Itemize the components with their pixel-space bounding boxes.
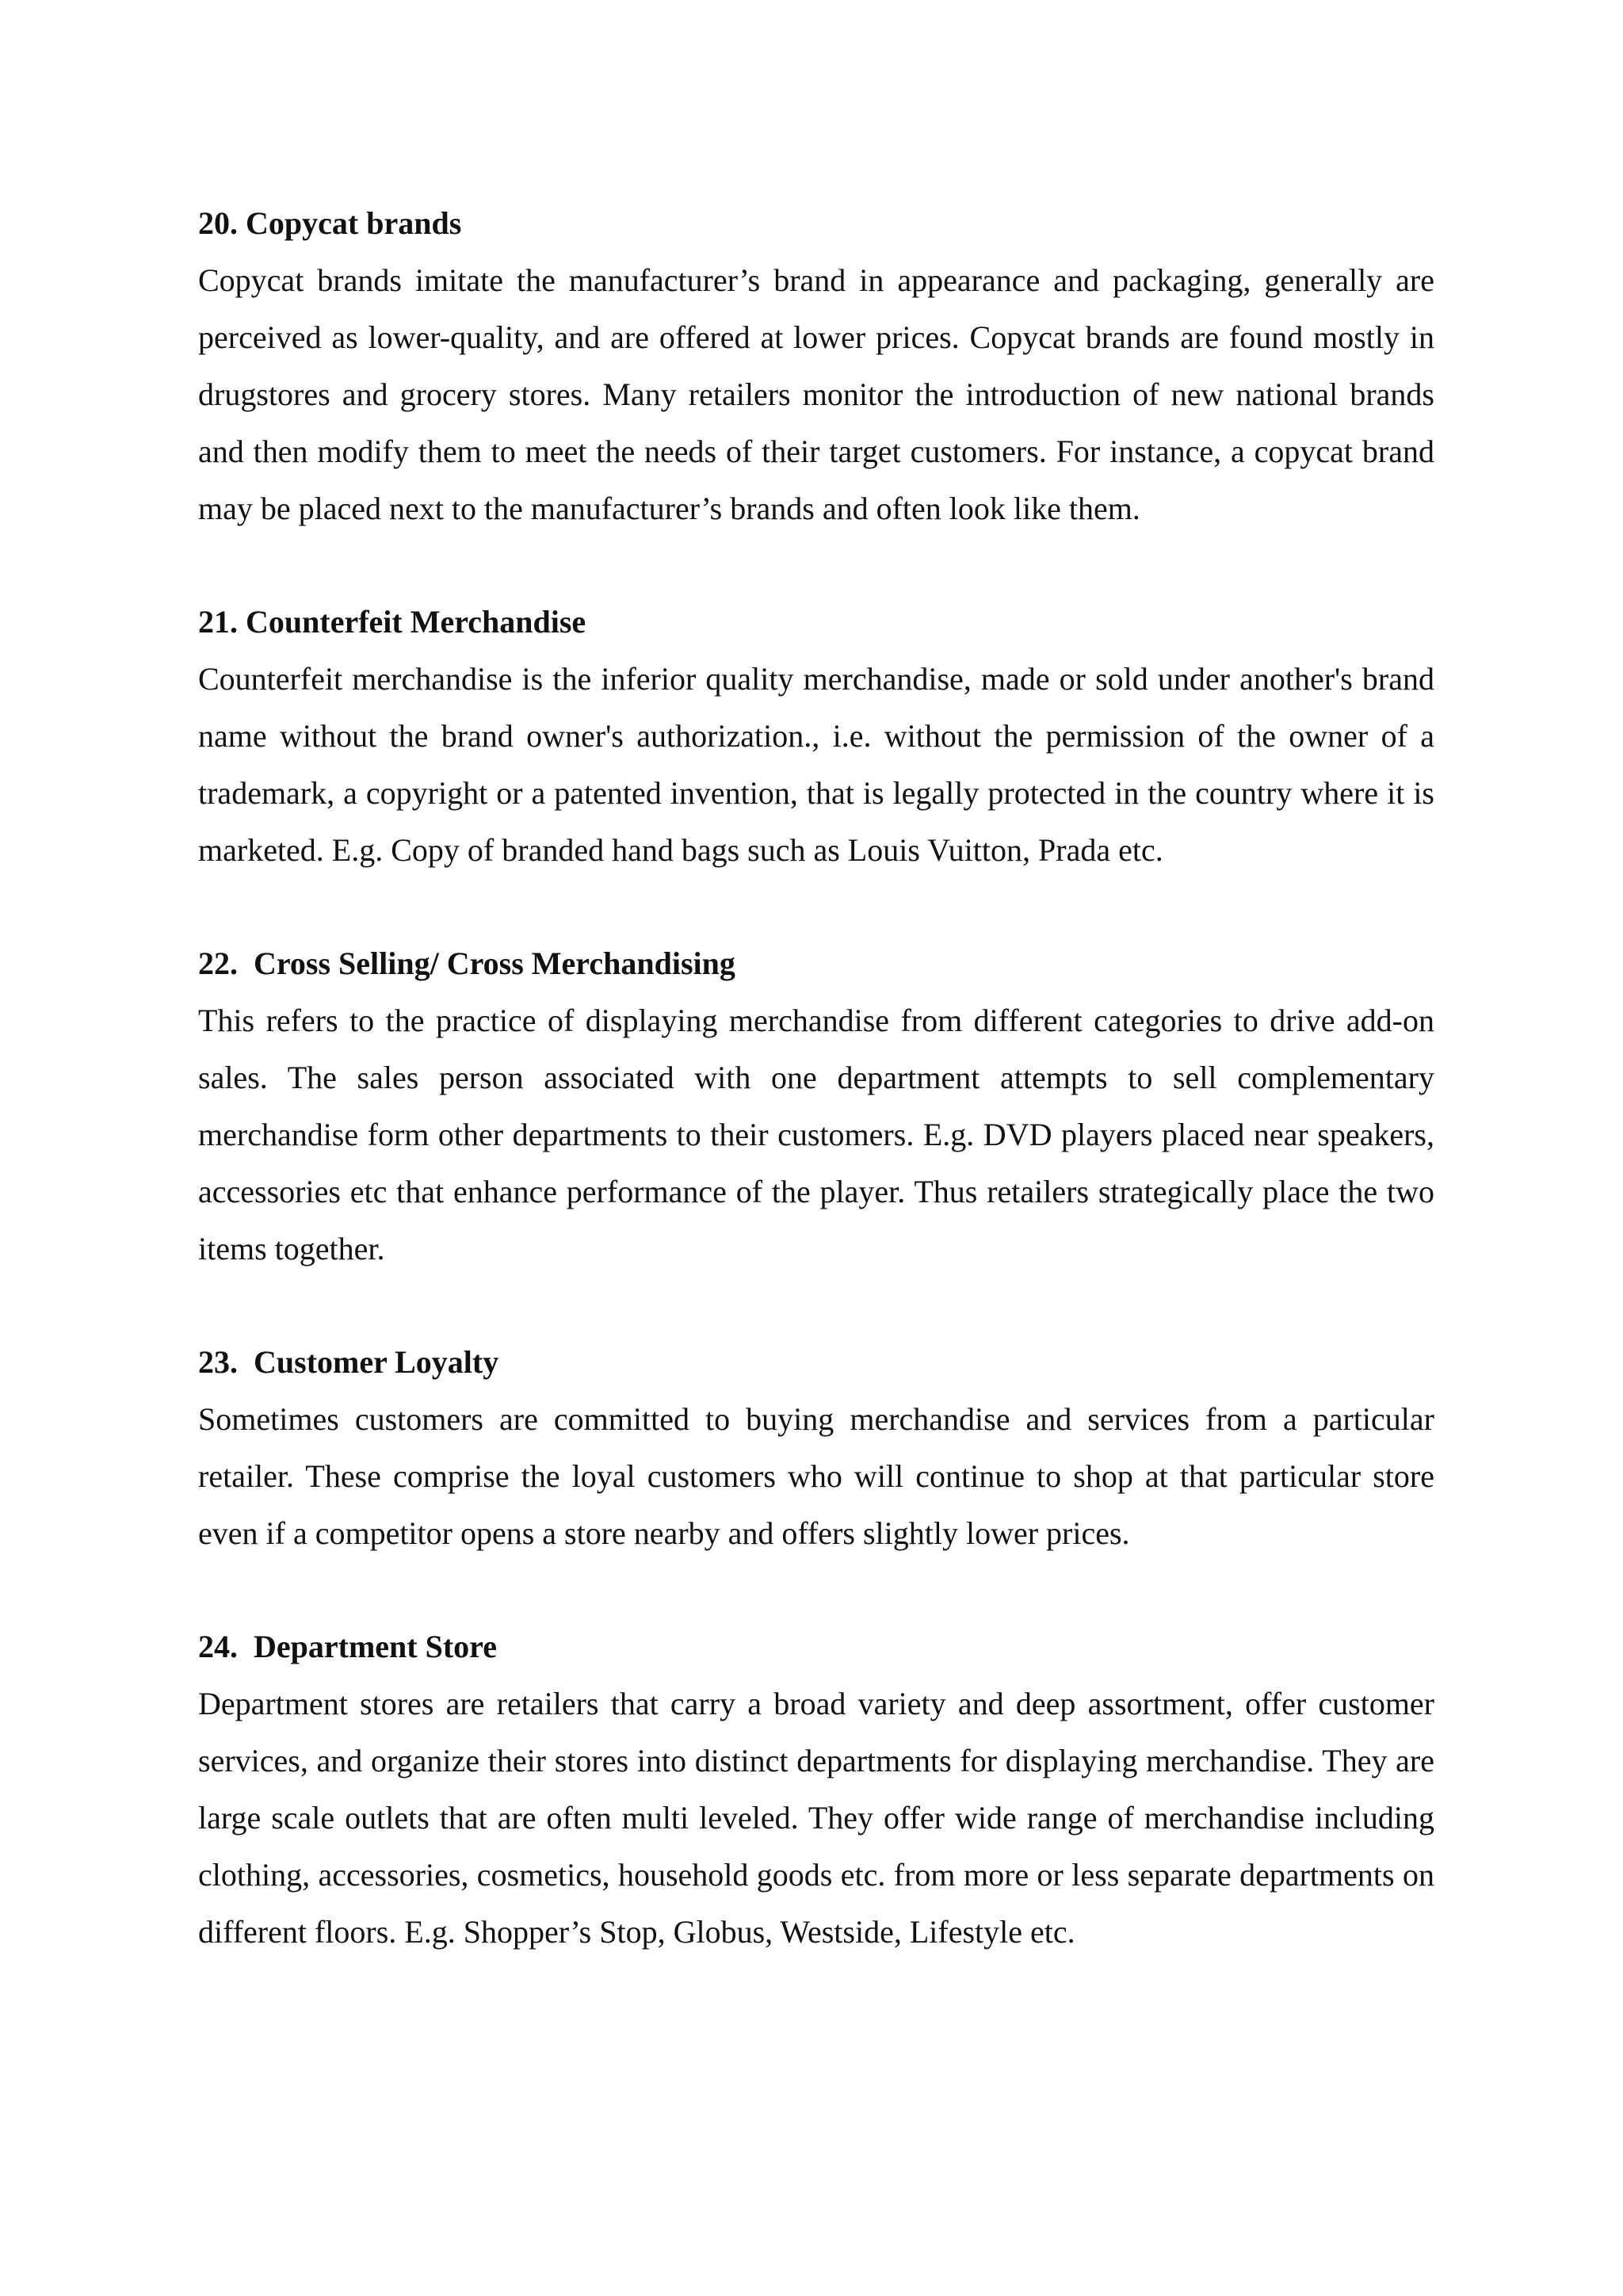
document-page xyxy=(198,195,1434,2017)
section-customer-loyalty xyxy=(198,1334,1434,1562)
section-cross-selling xyxy=(198,935,1434,1278)
section-body: Sometimes customers are committed to buying merchandise and services from a particular retailer. These comprise the loyal customers who will continue to shop at that particular store even if a competitor opens a store nearby and offers slightly lower prices. xyxy=(198,1401,1434,1551)
section-body: This refers to the practice of displaying merchandise from different categories to drive add-on sales. The sales person associated with one department attempts to sell complementary merchandise form other departments to their customers. E.g. DVD players placed near speakers, accessories etc that enhance performance of the player. Thus retailers strategically place the two items together. xyxy=(198,1003,1434,1266)
section-counterfeit-merchandise xyxy=(198,594,1434,879)
section-heading: 23. Customer Loyalty xyxy=(198,1344,499,1380)
section-heading: 20. Copycat brands xyxy=(198,205,462,241)
section-body: Department stores are retailers that carry a broad variety and deep assortment, offer customer services, and organize their stores into distinct departments for displaying merchandise. They are large scale outlets that are often multi leveled. They offer wide range of merchandise including clothing, accessories, cosmetics, household goods etc. from more or less separate departments on different floors. E.g. Shopper’s Stop, Globus, Westside, Lifestyle etc. xyxy=(198,1686,1434,1950)
section-copycat-brands xyxy=(198,195,1434,537)
section-body: Copycat brands imitate the manufacturer’s brand in appearance and packaging, generally are perceived as lower-quality, and are offered at lower prices. Copycat brands are found mostly in drugstores and grocery stores. Many retailers monitor the introduction of new national brands and then modify them to meet the needs of their target customers. For instance, a copycat brand may be placed next to the manufacturer’s brands and often look like them. xyxy=(198,262,1434,526)
section-heading: 21. Counterfeit Merchandise xyxy=(198,604,586,640)
section-department-store xyxy=(198,1618,1434,1961)
section-heading: 24. Department Store xyxy=(198,1629,497,1664)
section-heading: 22. Cross Selling/ Cross Merchandising xyxy=(198,946,735,981)
section-body: Counterfeit merchandise is the inferior quality merchandise, made or sold under another's brand name without the brand owner's authorization., i.e. without the permission of the owner of a trademark, a copyright or a patented invention, that is legally protected in the country where it is marketed. E.g. Copy of branded hand bags such as Louis Vuitton, Prada etc. xyxy=(198,661,1434,868)
